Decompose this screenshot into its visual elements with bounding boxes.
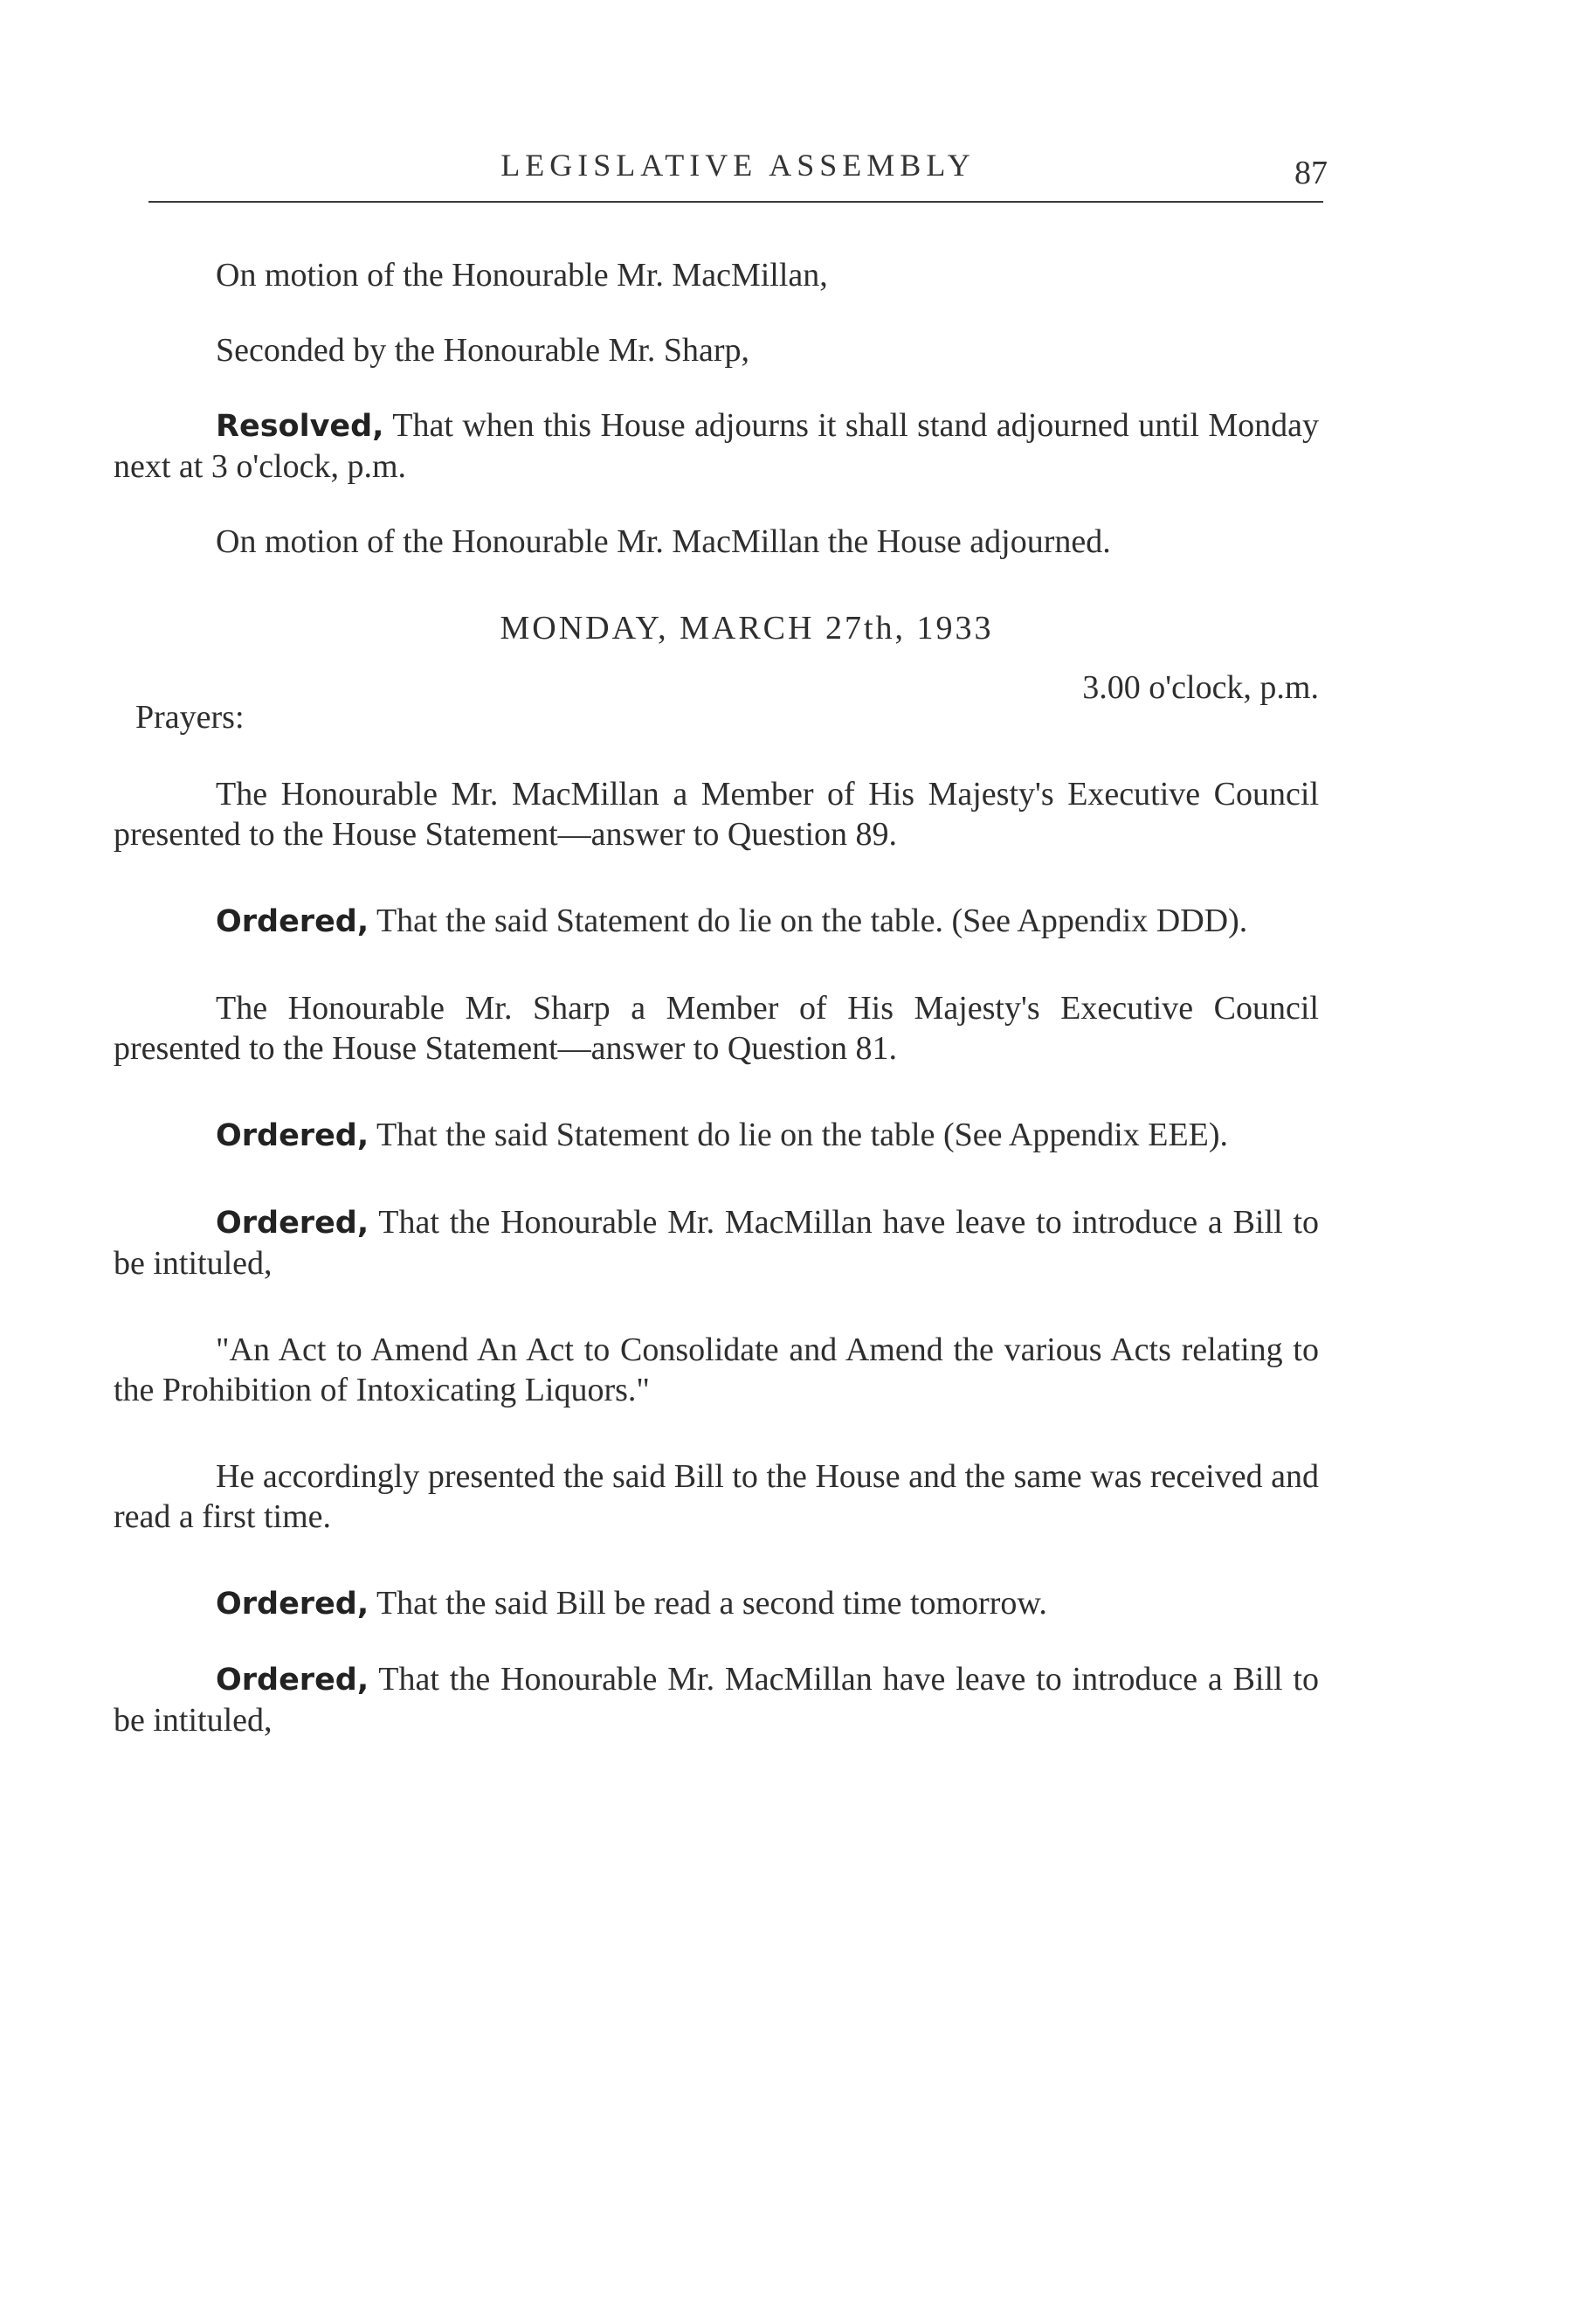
header-rule [148,201,1323,203]
paragraph-ordered-leave-2 [114,1659,1319,1740]
paragraph-seconded: Seconded by the Honourable Mr. Sharp, [216,332,750,369]
ordered-label: Ordered, [216,1663,369,1698]
paragraph-act-title: "An Act to Amend An Act to Consolidate and Amend the various Acts relating to the Prohibition of Intoxicating Liquors." [114,1331,1319,1408]
time-row [114,667,1319,764]
date-heading: MONDAY, MARCH 27th, 1933 [500,610,994,647]
paragraph-first-reading: He accordingly presented the said Bill to the House and the same was received and read a first time. [114,1458,1319,1535]
ordered-text: That the said Statement do lie on the table. (See Appendix DDD). [369,903,1248,939]
paragraph-ordered-ddd [114,901,1319,942]
ordered-text: That the said Bill be read a second time tomorrow. [369,1585,1047,1622]
paragraph-statement-81: The Honourable Mr. Sharp a Member of His Majesty's Executive Council presented to the House Statement—answer to Question 81. [114,990,1319,1067]
ordered-text: That the Honourable Mr. MacMillan have leave to introduce a Bill to be intituled, [114,1204,1319,1282]
paragraph-ordered-eee [114,1115,1319,1156]
running-title: LEGISLATIVE ASSEMBLY [500,148,976,183]
paragraph-resolved [114,405,1319,487]
paragraph-motion: On motion of the Honourable Mr. MacMillan, [216,257,828,294]
prayers-label: Prayers: [135,699,245,736]
paragraph-second-reading [114,1583,1319,1624]
page-header [148,147,1328,208]
ordered-label: Ordered, [216,1206,369,1241]
paragraph-ordered-leave-1 [114,1202,1319,1283]
ordered-text: That the said Statement do lie on the table (See Appendix EEE). [369,1117,1229,1153]
ordered-label: Ordered, [216,1587,369,1622]
paragraph-statement-89: The Honourable Mr. MacMillan a Member of His Majesty's Executive Council presented to the House Statement—answer to Question 89. [114,776,1319,853]
ordered-label: Ordered, [216,904,369,939]
page-body [114,255,1319,1787]
resolved-text: That when this House adjourns it shall stand adjourned until Monday next at 3 o'clock, p.m. [114,407,1319,485]
resolved-label: Resolved, [216,409,384,444]
ordered-text: That the Honourable Mr. MacMillan have leave to introduce a Bill to be intituled, [114,1661,1319,1739]
page-number: 87 [1294,155,1328,191]
ordered-label: Ordered, [216,1118,369,1153]
sitting-time: 3.00 o'clock, p.m. [1082,669,1319,706]
paragraph-adjourned: On motion of the Honourable Mr. MacMillan the House adjourned. [216,523,1111,560]
